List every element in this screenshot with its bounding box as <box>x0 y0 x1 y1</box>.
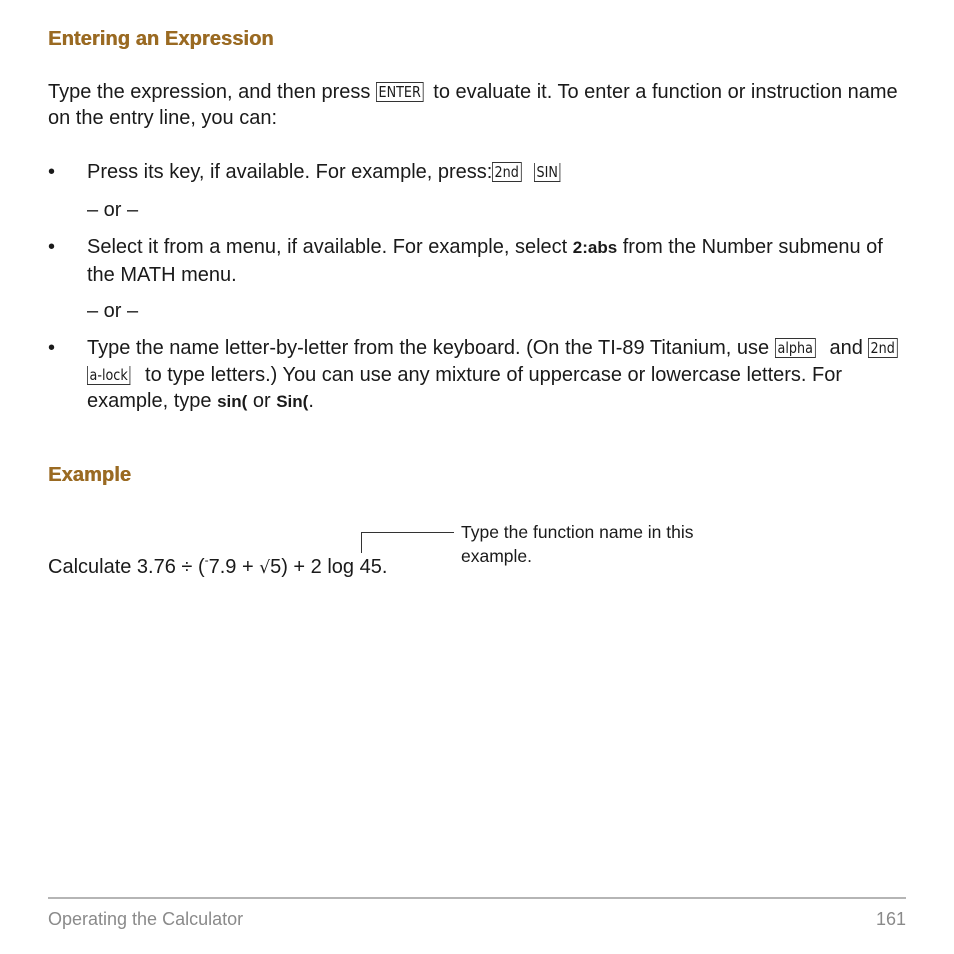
callout-leader-line <box>361 532 454 553</box>
calc-suffix: 5) + 2 log 45. <box>270 556 388 578</box>
bullet-1-text: Press its key, if available. For example, press: <box>87 161 493 183</box>
intro-paragraph <box>48 79 898 131</box>
bullet-select-menu <box>87 234 907 288</box>
footer-divider <box>48 897 906 899</box>
bullet-3-text-5: . <box>308 390 314 412</box>
sin-key-icon: SIN <box>534 163 560 182</box>
calc-mid: 7.9 + <box>208 556 260 578</box>
calculation-example <box>48 547 387 581</box>
2nd-key-icon: 2nd <box>492 162 521 182</box>
enter-key-icon: ENTER <box>376 82 423 102</box>
negative-sign: - <box>204 553 209 567</box>
example-sin-upper: Sin( <box>276 392 309 411</box>
bullet-2-text-2: from the Number submenu of the MATH menu. <box>87 236 883 286</box>
bullet-press-key <box>87 159 907 186</box>
or-separator: – or – <box>87 300 139 322</box>
bullet-3-text-1: Type the name letter-by-letter from the keyboard. (On the TI-89 Titanium, use <box>87 337 775 359</box>
or-separator: – or – <box>87 199 139 221</box>
bullet-3-text-2: and <box>829 337 869 359</box>
intro-text-2: to evaluate it. To enter a function or instruction name on the entry line, you can: <box>48 81 898 129</box>
2nd-key-icon: 2nd <box>868 338 897 358</box>
bullet-marker: • <box>48 236 56 258</box>
section-heading-example: Example <box>48 464 131 486</box>
footer-chapter-title: Operating the Calculator <box>48 909 244 929</box>
bullet-type-letters <box>87 335 907 416</box>
bullet-marker: • <box>48 161 56 183</box>
menu-item-abs: 2:abs <box>572 238 618 257</box>
section-heading-entering-expression: Entering an Expression <box>48 28 274 50</box>
intro-text-1: Type the expression, and then press <box>48 81 376 103</box>
example-sin-lower: sin( <box>217 392 248 411</box>
calc-prefix: Calculate 3.76 ÷ ( <box>48 556 205 578</box>
bullet-2-text-1: Select it from a menu, if available. For example, select <box>87 236 573 258</box>
sqrt-symbol: √ <box>259 558 271 578</box>
callout-note: Type the function name in this example. <box>461 522 694 566</box>
bullet-3-text-4: or <box>247 390 277 412</box>
a-lock-key-icon: a-lock <box>87 366 130 385</box>
alpha-key-icon: alpha <box>775 338 815 358</box>
bullet-3-text-3: to type letters.) You can use any mixture of uppercase or lowercase letters. For example, type <box>87 363 843 412</box>
bullet-marker: • <box>48 337 56 359</box>
page-number: 161 <box>875 909 906 929</box>
